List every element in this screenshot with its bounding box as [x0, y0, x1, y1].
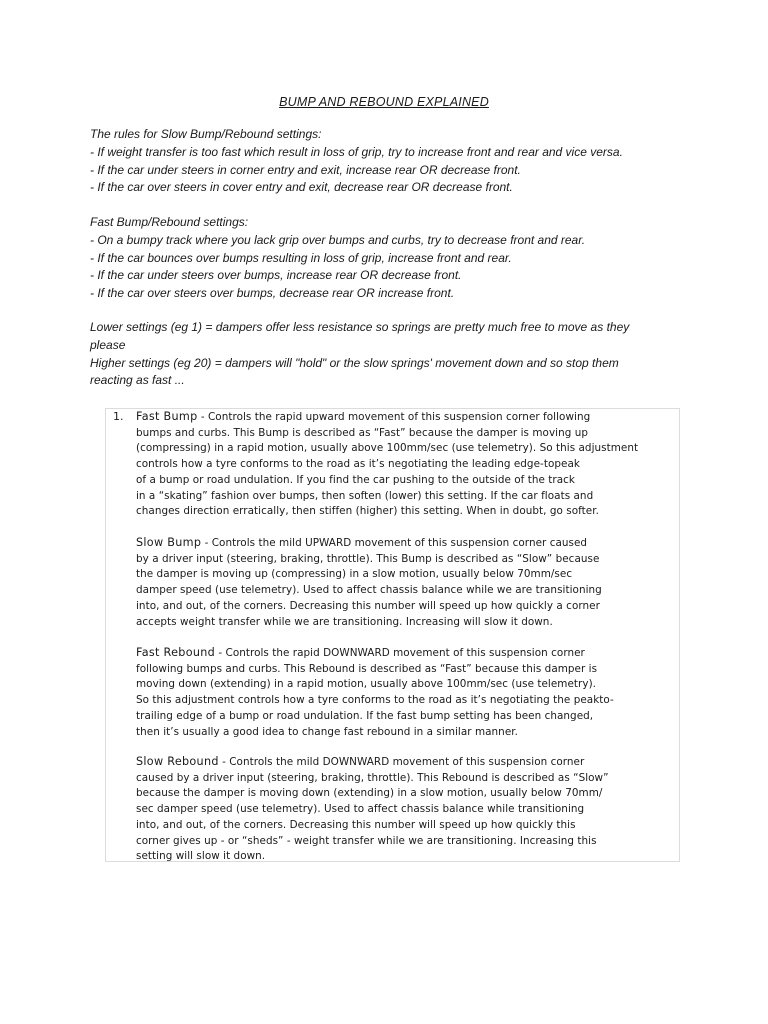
- fast-rules-paragraph: [90, 214, 690, 303]
- slow-rules-paragraph: [90, 126, 690, 197]
- list-number: 1.: [113, 410, 124, 423]
- entry-line: by a driver input (steering, braking, throttle). This Bump is described as “Slow” because: [136, 552, 600, 565]
- entry-line: - Controls the rapid DOWNWARD movement of this suspension corner: [215, 647, 585, 659]
- entry-line: changes direction erratically, then stiffen (higher) this setting. When in doubt, go softer.: [136, 505, 599, 518]
- entry-line: accepts weight transfer while we are transitioning. Increasing will slow it down.: [136, 615, 553, 628]
- fast-rules-line: - On a bumpy track where you lack grip over bumps and curbs, try to decrease front and rear.: [90, 232, 586, 247]
- fast-rebound-term: Fast Rebound: [136, 646, 216, 659]
- fast-rules-heading: Fast Bump/Rebound settings:: [90, 215, 249, 229]
- entry-line: - Controls the rapid upward movement of this suspension corner following: [197, 411, 591, 423]
- fast-rules-line: - If the car under steers over bumps, increase rear OR decrease front.: [90, 268, 462, 283]
- page-title: BUMP AND REBOUND EXPLAINED: [279, 95, 489, 109]
- slow-rules-line: - If the car under steers in corner entry and exit, increase rear OR decrease front.: [90, 162, 521, 177]
- entry-line: - Controls the mild UPWARD movement of this suspension corner caused: [201, 537, 588, 549]
- entry-line: corner gives up - or “sheds” - weight transfer while we are transitioning. Increasing this: [136, 834, 597, 847]
- entry-line: following bumps and curbs. This Rebound is described as “Fast” because this damper is: [136, 662, 598, 675]
- slow-rebound-entry: [136, 754, 676, 865]
- entry-line: - Controls the mild DOWNWARD movement of this suspension corner: [218, 756, 585, 768]
- fast-bump-term: Fast Bump: [136, 410, 198, 423]
- entry-line: caused by a driver input (steering, braking, throttle). This Rebound is described as “Slow”: [136, 771, 609, 784]
- entry-line: into, and out, of the corners. Decreasing this number will speed up how quickly a corner: [136, 599, 600, 612]
- entry-line: So this adjustment controls how a tyre conforms to the road as it’s negotiating the peakto-: [136, 694, 614, 707]
- entry-line: setting will slow it down.: [136, 850, 266, 863]
- slow-bump-entry: [136, 535, 676, 630]
- fast-rules-line: - If the car bounces over bumps resulting in loss of grip, increase front and rear.: [90, 250, 512, 265]
- slow-rules-line: - If weight transfer is too fast which result in loss of grip, try to increase front and rear and vice versa.: [90, 144, 623, 159]
- entry-line: into, and out, of the corners. Decreasing this number will speed up how quickly this: [136, 818, 576, 831]
- fast-rules-line: - If the car over steers over bumps, decrease rear OR increase front.: [90, 286, 455, 301]
- slow-rebound-term: Slow Rebound: [136, 755, 219, 768]
- settings-note-line: Higher settings (eg 20) = dampers will "hold" or the slow springs' movement down and so stop them: [90, 355, 619, 370]
- entry-line: moving down (extending) in a rapid motion, usually above 100mm/sec (use telemetry).: [136, 678, 597, 691]
- entry-line: (compressing) in a rapid motion, usually above 100mm/sec (use telemetry). So this adjustment: [136, 442, 639, 455]
- settings-note-paragraph: [90, 319, 690, 390]
- entry-line: trailing edge of a bump or road undulation. If the fast bump setting has been changed,: [136, 709, 594, 722]
- entry-line: of a bump or road undulation. If you find the car pushing to the outside of the track: [136, 473, 575, 486]
- settings-note-line: Lower settings (eg 1) = dampers offer less resistance so springs are pretty much free to move as they: [90, 320, 630, 334]
- entry-line: in a “skating” fashion over bumps, then soften (lower) this setting. If the car floats and: [136, 489, 594, 502]
- entry-line: sec damper speed (use telemetry). Used to affect chassis balance while transitioning: [136, 803, 585, 816]
- settings-note-line: reacting as fast ...: [90, 373, 185, 388]
- entry-line: controls how a tyre conforms to the road as it’s negotiating the leading edge-topeak: [136, 458, 580, 471]
- slow-rules-line: - If the car over steers in cover entry and exit, decrease rear OR decrease front.: [90, 180, 513, 195]
- entry-line: because the damper is moving down (extending) in a slow motion, usually below 70mm/: [136, 787, 603, 800]
- fast-rebound-entry: [136, 645, 676, 740]
- slow-bump-term: Slow Bump: [136, 536, 202, 549]
- settings-note-line: please: [90, 337, 126, 352]
- entry-line: the damper is moving up (compressing) in a slow motion, usually below 70mm/sec: [136, 568, 573, 581]
- entry-line: bumps and curbs. This Bump is described as “Fast” because the damper is moving up: [136, 426, 588, 439]
- entry-line: damper speed (use telemetry). Used to affect chassis balance while we are transitioning: [136, 584, 602, 597]
- fast-bump-entry: [136, 409, 676, 520]
- slow-rules-heading: The rules for Slow Bump/Rebound settings:: [90, 127, 322, 141]
- entry-line: then it’s usually a good idea to change fast rebound in a similar manner.: [136, 725, 518, 738]
